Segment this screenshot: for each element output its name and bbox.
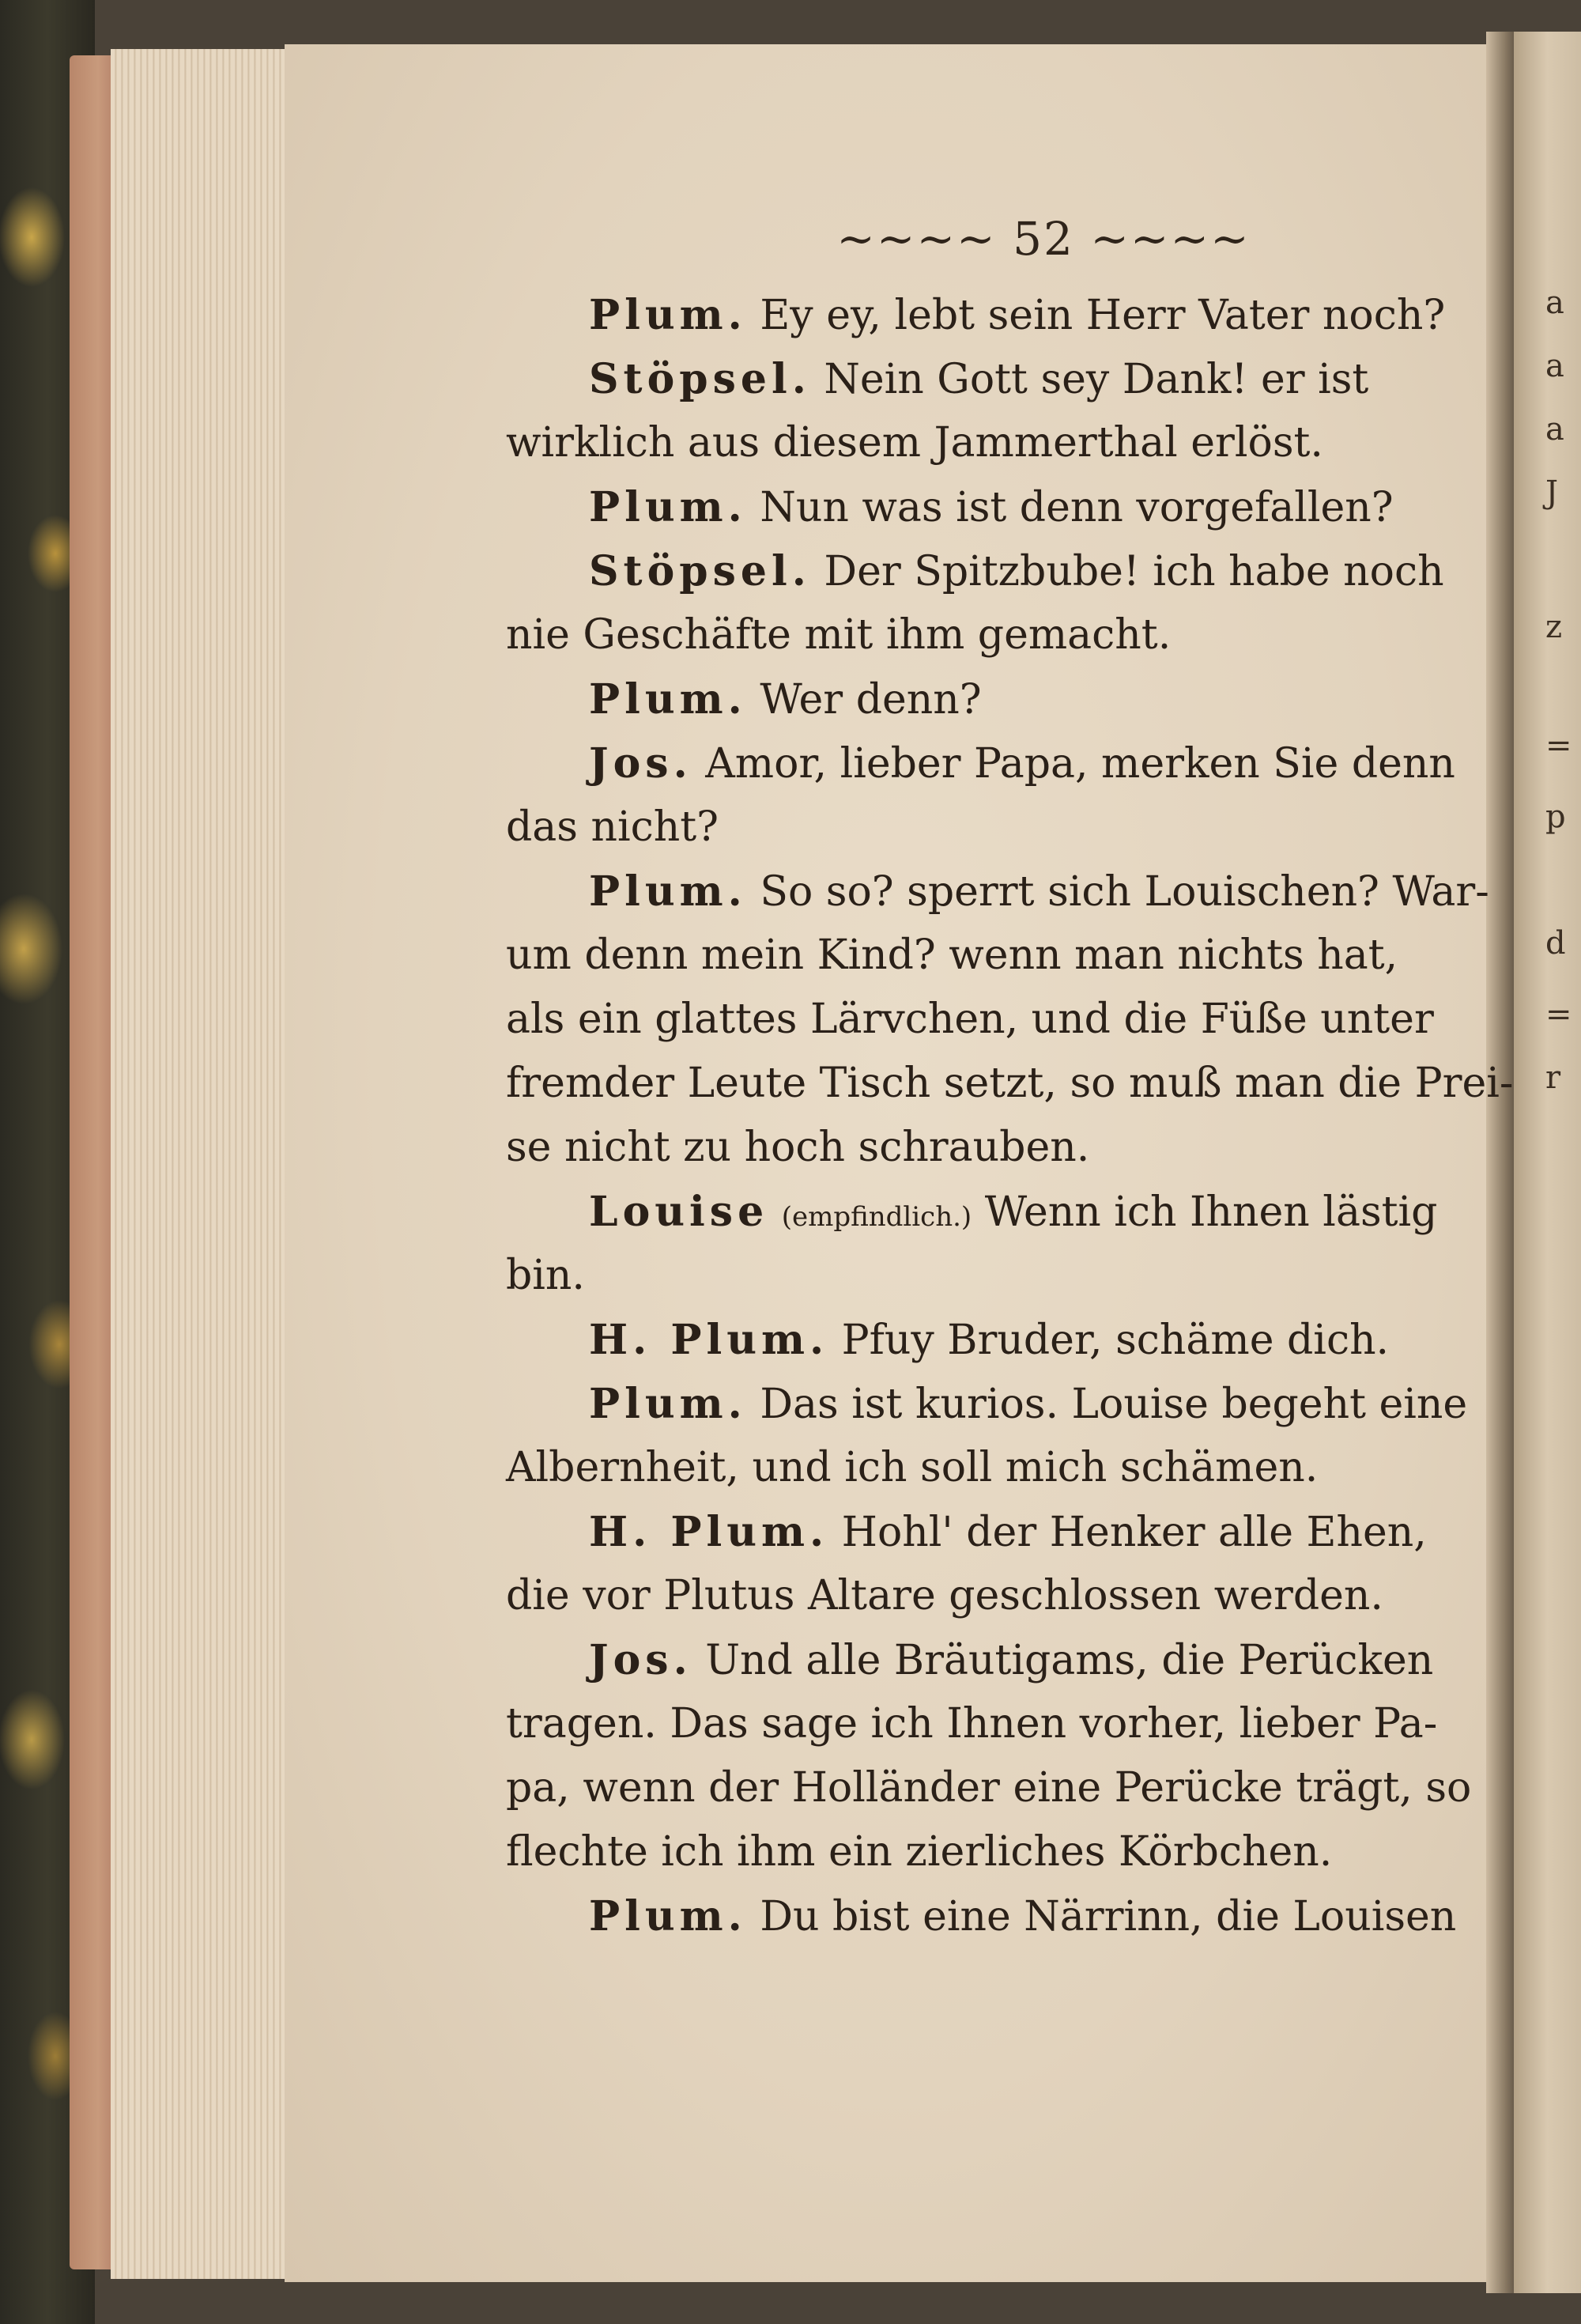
line-text: die vor Plutus Altare geschlossen werden.: [506, 1572, 1383, 1619]
line-text: tragen. Das sage ich Ihnen vorher, lieber Pa-: [506, 1700, 1438, 1748]
speaker-name: Plum.: [589, 1380, 747, 1428]
speaker-name: Louise: [589, 1188, 769, 1236]
text-line: [506, 1116, 1486, 1180]
line-text: pa, wenn der Holländer eine Perücke trägt, so: [506, 1764, 1472, 1812]
line-text: um denn mein Kind? wenn man nichts hat,: [506, 931, 1398, 979]
speaker-name: Plum.: [589, 291, 747, 339]
line-text: Pfuy Bruder, schäme dich.: [828, 1317, 1390, 1364]
right-leaf-char: r: [1545, 1060, 1561, 1096]
line-text: Wenn ich Ihnen lästig: [972, 1188, 1438, 1236]
right-leaf-char: =: [1545, 727, 1572, 764]
page-stack-edges: [111, 49, 292, 2279]
speaker-name: Plum.: [589, 675, 747, 724]
speaker-name: Jos.: [589, 739, 692, 788]
text-line: [506, 795, 1486, 860]
text-line: [506, 1372, 1486, 1436]
text-line: [506, 1564, 1486, 1628]
line-text: Das ist kurios. Louise begeht eine: [746, 1381, 1468, 1428]
line-text: Hohl' der Henker alle Ehen,: [828, 1509, 1427, 1556]
text-line: [506, 1052, 1514, 1116]
line-text: flechte ich ihm ein zierliches Körbchen.: [506, 1828, 1333, 1876]
text-line: [506, 1436, 1486, 1500]
text-line: [506, 860, 1489, 924]
right-leaf-char: a: [1545, 348, 1564, 384]
text-line: [506, 1884, 1486, 1948]
text-line: [506, 411, 1486, 475]
text-line: [506, 1244, 1486, 1308]
speaker-name: H. Plum.: [589, 1316, 829, 1364]
line-text: als ein glattes Lärvchen, und die Füße unter: [506, 996, 1434, 1043]
speaker-name: H. Plum.: [589, 1508, 829, 1556]
line-text: Wer denn?: [746, 676, 982, 724]
speaker-name: Stöpsel.: [589, 355, 811, 403]
right-leaf-char: a: [1545, 411, 1564, 448]
line-text: Der Spitzbube! ich habe noch: [810, 548, 1444, 595]
speaker-name: Stöpsel.: [589, 547, 811, 595]
text-line: [506, 1628, 1486, 1692]
line-text: Amor, lieber Papa, merken Sie denn: [692, 740, 1455, 788]
text-line: [506, 475, 1486, 539]
line-text: das nicht?: [506, 803, 719, 851]
text-line: [506, 731, 1486, 795]
speaker-name: Jos.: [589, 1636, 692, 1684]
book-gutter: [1486, 32, 1518, 2293]
line-text: So so? sperrt sich Louischen? War-: [746, 868, 1489, 916]
page-text-block: [506, 283, 1514, 1948]
text-line: [506, 539, 1486, 603]
stage-direction: (empfindlich.): [781, 1201, 972, 1233]
speaker-name: Plum.: [589, 483, 747, 531]
text-line: [506, 924, 1486, 988]
page-number-header: ~~~~ 52 ~~~~: [836, 212, 1251, 266]
line-text: nie Geschäfte mit ihm gemacht.: [506, 611, 1172, 659]
right-leaf-char: z: [1545, 609, 1563, 645]
line-text: Nein Gott sey Dank! er ist: [810, 356, 1369, 403]
line-text: Albernheit, und ich soll mich schämen.: [506, 1444, 1319, 1491]
text-line: [506, 1500, 1486, 1564]
speaker-name: Plum.: [589, 1892, 747, 1940]
right-leaf-char: a: [1545, 285, 1564, 321]
text-line: [506, 667, 1486, 731]
line-text: Du bist eine Närrinn, die Louisen: [746, 1893, 1457, 1940]
right-leaf-char: =: [1545, 996, 1572, 1033]
line-text: se nicht zu hoch schrauben.: [506, 1124, 1090, 1171]
right-leaf-char: d: [1545, 925, 1566, 962]
text-line: [506, 1692, 1486, 1756]
line-text: fremder Leute Tisch setzt, so muß man die Prei-: [506, 1060, 1514, 1107]
line-text: wirklich aus diesem Jammerthal erlöst.: [506, 419, 1323, 467]
line-text: Und alle Bräutigams, die Perücken: [692, 1637, 1434, 1684]
line-text: Ey ey, lebt sein Herr Vater noch?: [746, 292, 1446, 339]
text-line: [506, 1820, 1486, 1884]
text-line: [506, 1180, 1486, 1244]
right-leaf-char: p: [1545, 799, 1566, 835]
text-line: [506, 988, 1486, 1052]
text-line: [506, 1308, 1486, 1372]
text-line: [506, 1756, 1486, 1820]
text-line: [506, 347, 1486, 411]
text-line: [506, 603, 1486, 667]
line-text: bin.: [506, 1252, 585, 1299]
speaker-name: Plum.: [589, 867, 747, 916]
page-edge-left: [70, 55, 117, 2269]
right-facing-page-edge: [1514, 32, 1581, 2293]
right-leaf-char: J: [1545, 474, 1559, 511]
text-line: [506, 283, 1486, 347]
line-text: Nun was ist denn vorgefallen?: [746, 484, 1394, 531]
